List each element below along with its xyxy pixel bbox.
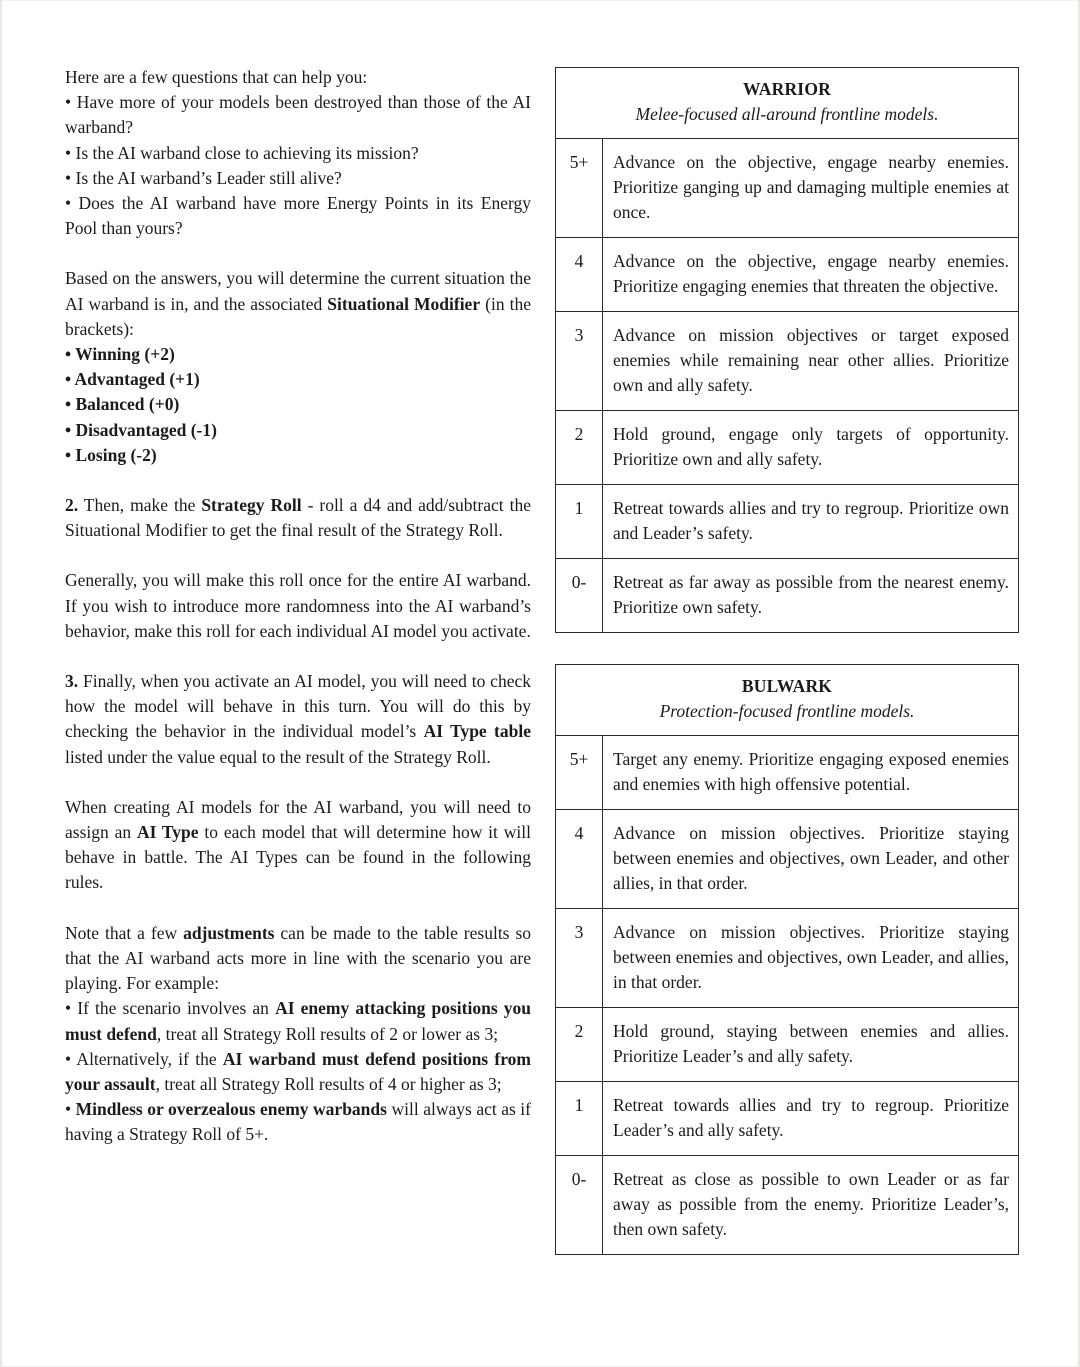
table-row <box>556 559 1019 633</box>
right-column <box>555 67 1019 1286</box>
paragraph-group <box>65 568 531 644</box>
behavior-cell: Advance on the objective, engage nearby enemies. Prioritize ganging up and damaging multiple enemies at once. <box>603 139 1019 238</box>
table-row <box>556 139 1019 238</box>
behavior-cell: Advance on the objective, engage nearby enemies. Prioritize engaging enemies that threaten the objective. <box>603 238 1019 312</box>
roll-value-cell: 2 <box>556 411 603 485</box>
paragraph: • Is the AI warband’s Leader still alive? <box>65 167 342 188</box>
table-header <box>556 665 1019 736</box>
table-row <box>556 1082 1019 1156</box>
paragraph: Based on the answers, you will determine the current situation the AI warband is in, and the associated Situational Modifier (in the brackets): <box>65 268 532 339</box>
table-title: BULWARK <box>741 676 833 696</box>
roll-value-cell: 0- <box>556 559 603 633</box>
table-row <box>556 485 1019 559</box>
table-row <box>556 810 1019 909</box>
roll-value-cell: 3 <box>556 312 603 411</box>
behavior-cell: Retreat towards allies and try to regroup. Prioritize own and Leader’s safety. <box>603 485 1019 559</box>
behavior-cell: Retreat towards allies and try to regroup. Prioritize Leader’s and ally safety. <box>603 1082 1019 1156</box>
behavior-cell: Hold ground, staying between enemies and allies. Prioritize Leader’s and ally safety. <box>603 1008 1019 1082</box>
paragraph: Note that a few adjustments can be made to the table results so that the AI warband acts more in line with the scenario you are playing. For example: <box>65 922 532 994</box>
paragraph: Here are a few questions that can help you: <box>65 67 368 87</box>
paragraph: • Is the AI warband close to achieving its mission? <box>65 142 419 163</box>
paragraph-group <box>65 493 531 543</box>
ai-type-table <box>555 664 1019 1255</box>
paragraph: Generally, you will make this roll once for the entire AI warband. If you wish to introduce more randomness into the AI warband’s behavior, make this roll for each individual AI model you activate. <box>65 570 531 641</box>
paragraph: • Losing (-2) <box>65 444 157 465</box>
table-title: WARRIOR <box>743 79 831 99</box>
roll-value-cell: 5+ <box>556 736 603 810</box>
paragraph: • Balanced (+0) <box>65 394 180 415</box>
paragraph: • Winning (+2) <box>65 344 175 365</box>
table-row <box>556 312 1019 411</box>
roll-value-cell: 1 <box>556 485 603 559</box>
paragraph-group <box>65 266 531 468</box>
table-row <box>556 736 1019 810</box>
table-row <box>556 1008 1019 1082</box>
paragraph: 3. Finally, when you activate an AI model, you will need to check how the model will behave in this turn. You will do this by checking the behavior in the individual model’s AI Type table listed under the value equal to the result of the Strategy Roll. <box>65 671 531 767</box>
paragraph: • Disadvantaged (-1) <box>65 419 217 440</box>
behavior-cell: Target any enemy. Prioritize engaging exposed enemies and enemies with high offensive potential. <box>603 736 1019 810</box>
paragraph-group <box>65 65 531 241</box>
paragraph: • Alternatively, if the AI warband must defend positions from your assault, treat all Strategy Roll results of 4 or higher as 3; <box>65 1048 531 1094</box>
roll-value-cell: 3 <box>556 909 603 1008</box>
table-header <box>556 68 1019 139</box>
paragraph: • If the scenario involves an AI enemy attacking positions you must defend, treat all Strategy Roll results of 2 or lower as 3; <box>65 998 531 1044</box>
behavior-cell: Advance on mission objectives. Prioritize staying between enemies and objectives, own Leader, and allies, in that order. <box>603 909 1019 1008</box>
roll-value-cell: 5+ <box>556 139 603 238</box>
ai-type-table <box>555 67 1019 633</box>
roll-value-cell: 0- <box>556 1156 603 1255</box>
roll-value-cell: 2 <box>556 1008 603 1082</box>
behavior-cell: Retreat as far away as possible from the nearest enemy. Prioritize own safety. <box>603 559 1019 633</box>
paragraph-group <box>65 921 531 1148</box>
paragraph: • Does the AI warband have more Energy Points in its Energy Pool than yours? <box>65 193 531 239</box>
roll-value-cell: 4 <box>556 810 603 909</box>
paragraph-group <box>65 795 531 896</box>
table-row <box>556 238 1019 312</box>
table-row <box>556 411 1019 485</box>
paragraph-group <box>65 669 531 770</box>
table-row <box>556 909 1019 1008</box>
paragraph: When creating AI models for the AI warband, you will need to assign an AI Type to each model that will determine how it will behave in battle. The AI Types can be found in the following rules. <box>65 796 531 893</box>
behavior-cell: Retreat as close as possible to own Leader or as far away as possible from the enemy. Prioritize Leader’s, then own safety. <box>603 1156 1019 1255</box>
table-subtitle: Melee-focused all-around frontline models. <box>635 104 939 124</box>
left-column <box>65 65 531 1148</box>
paragraph: • Mindless or overzealous enemy warbands will always act as if having a Strategy Roll of 5+. <box>65 1099 531 1145</box>
table-subtitle: Protection-focused frontline models. <box>659 701 915 721</box>
behavior-cell: Advance on mission objectives. Prioritize staying between enemies and objectives, own Leader, and other allies, in that order. <box>603 810 1019 909</box>
behavior-cell: Hold ground, engage only targets of opportunity. Prioritize own and ally safety. <box>603 411 1019 485</box>
table-row <box>556 1156 1019 1255</box>
paragraph: • Advantaged (+1) <box>65 369 200 390</box>
paragraph: • Have more of your models been destroyed than those of the AI warband? <box>65 92 531 138</box>
roll-value-cell: 4 <box>556 238 603 312</box>
roll-value-cell: 1 <box>556 1082 603 1156</box>
paragraph: 2. Then, make the Strategy Roll - roll a d4 and add/subtract the Situational Modifier to get the final result of the Strategy Roll. <box>65 495 531 541</box>
behavior-cell: Advance on mission objectives or target exposed enemies while remaining near other allies. Prioritize own and ally safety. <box>603 312 1019 411</box>
